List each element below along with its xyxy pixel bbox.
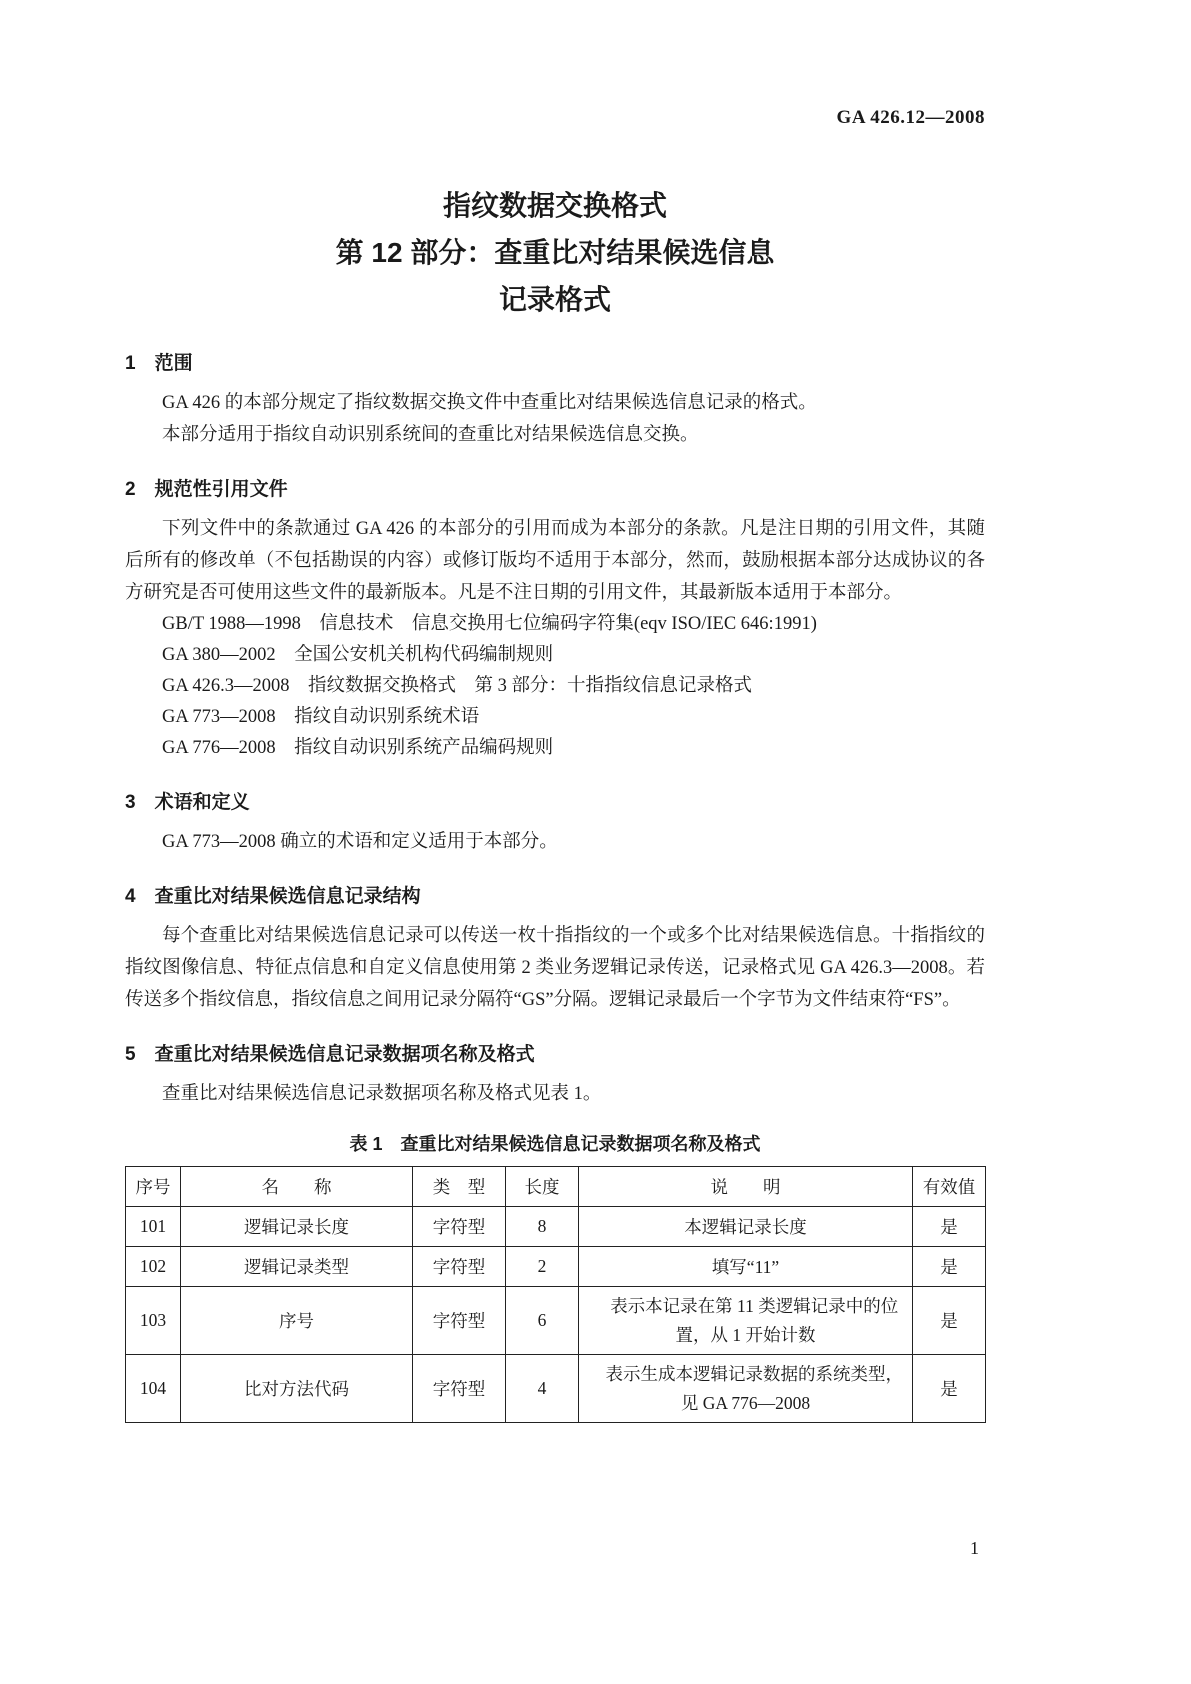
- column-header-no: 序号: [126, 1167, 181, 1207]
- cell-valid: 是: [913, 1247, 986, 1287]
- table-header-row: [126, 1167, 986, 1207]
- cell-name: 比对方法代码: [181, 1355, 413, 1423]
- section-1-paragraph-1: GA 426 的本部分规定了指纹数据交换文件中查重比对结果候选信息记录的格式。: [162, 393, 817, 413]
- cell-valid: 是: [913, 1207, 986, 1247]
- reference-item: GA 776—2008 指纹自动识别系统产品编码规则: [162, 738, 554, 758]
- cell-desc: 本逻辑记录长度: [579, 1207, 913, 1247]
- cell-no: 104: [126, 1355, 181, 1423]
- document-title: [125, 182, 985, 323]
- data-table: [125, 1166, 986, 1423]
- reference-item: GA 773—2008 指纹自动识别系统术语: [162, 707, 480, 727]
- title-line-1: 指纹数据交换格式: [442, 190, 667, 221]
- cell-length: 2: [506, 1247, 579, 1287]
- cell-name: 逻辑记录长度: [181, 1207, 413, 1247]
- column-header-valid: 有效值: [913, 1167, 986, 1207]
- cell-type: 字符型: [413, 1287, 506, 1355]
- page-number: 1: [970, 1538, 979, 1558]
- cell-type: 字符型: [413, 1207, 506, 1247]
- cell-no: 101: [126, 1207, 181, 1247]
- section-2-paragraph-1: 下列文件中的条款通过 GA 426 的本部分的引用而成为本部分的条款。凡是注日期的引用文件，其随后所有的修改单（不包括勘误的内容）或修订版均不适用于本部分，然而，鼓励根据本部分达成协议的各方研究是否可使用这些文件的最新版本。凡是不注日期的引用文件，其最新版本适用于本部分。: [125, 519, 985, 603]
- column-header-length: 长度: [506, 1167, 579, 1207]
- section-heading-2: 2 规范性引用文件: [125, 479, 288, 500]
- title-line-2: 第 12 部分：查重比对结果候选信息: [335, 237, 775, 268]
- section-heading-3: 3 术语和定义: [125, 792, 250, 813]
- cell-no: 103: [126, 1287, 181, 1355]
- cell-valid: 是: [913, 1355, 986, 1423]
- cell-length: 4: [506, 1355, 579, 1423]
- table-caption: 表 1 查重比对结果候选信息记录数据项名称及格式: [349, 1134, 761, 1154]
- column-header-type: 类 型: [413, 1167, 506, 1207]
- cell-desc: 表示本记录在第 11 类逻辑记录中的位置，从 1 开始计数: [579, 1287, 913, 1355]
- cell-name: 序号: [181, 1287, 413, 1355]
- table-row: [126, 1207, 986, 1247]
- cell-no: 102: [126, 1247, 181, 1287]
- column-header-desc: 说 明: [579, 1167, 913, 1207]
- column-header-name: 名 称: [181, 1167, 413, 1207]
- reference-item: GA 426.3—2008 指纹数据交换格式 第 3 部分：十指指纹信息记录格式: [162, 676, 752, 696]
- table-row: [126, 1355, 986, 1423]
- section-4-paragraph-1: 每个查重比对结果候选信息记录可以传送一枚十指指纹的一个或多个比对结果候选信息。十指指纹的指纹图像信息、特征点信息和自定义信息使用第 2 类业务逻辑记录传送，记录格式见 GA 426.3—2008。若传送多个指纹信息，指纹信息之间用记录分隔符“GS”分隔。逻辑记录最后一个字节为文件结束符“FS”。: [125, 926, 985, 1010]
- table-row: [126, 1247, 986, 1287]
- cell-type: 字符型: [413, 1247, 506, 1287]
- table-row: [126, 1287, 986, 1355]
- cell-type: 字符型: [413, 1355, 506, 1423]
- section-heading-4: 4 查重比对结果候选信息记录结构: [125, 886, 421, 907]
- section-1-paragraph-2: 本部分适用于指纹自动识别系统间的查重比对结果候选信息交换。: [162, 425, 699, 445]
- title-line-3: 记录格式: [498, 284, 611, 315]
- cell-desc: 表示生成本逻辑记录数据的系统类型，见 GA 776—2008: [579, 1355, 913, 1423]
- doc-number: GA 426.12—2008: [836, 107, 985, 128]
- section-heading-5: 5 查重比对结果候选信息记录数据项名称及格式: [125, 1044, 535, 1065]
- cell-desc: 填写“11”: [579, 1247, 913, 1287]
- section-5-paragraph-1: 查重比对结果候选信息记录数据项名称及格式见表 1。: [162, 1084, 602, 1104]
- cell-valid: 是: [913, 1287, 986, 1355]
- section-3-paragraph-1: GA 773—2008 确立的术语和定义适用于本部分。: [162, 832, 558, 852]
- reference-item: GB/T 1988—1998 信息技术 信息交换用七位编码字符集(eqv ISO/IEC 646:1991): [162, 614, 817, 634]
- reference-item: GA 380—2002 全国公安机关机构代码编制规则: [162, 645, 554, 665]
- section-heading-1: 1 范围: [125, 353, 193, 374]
- cell-length: 6: [506, 1287, 579, 1355]
- cell-length: 8: [506, 1207, 579, 1247]
- cell-name: 逻辑记录类型: [181, 1247, 413, 1287]
